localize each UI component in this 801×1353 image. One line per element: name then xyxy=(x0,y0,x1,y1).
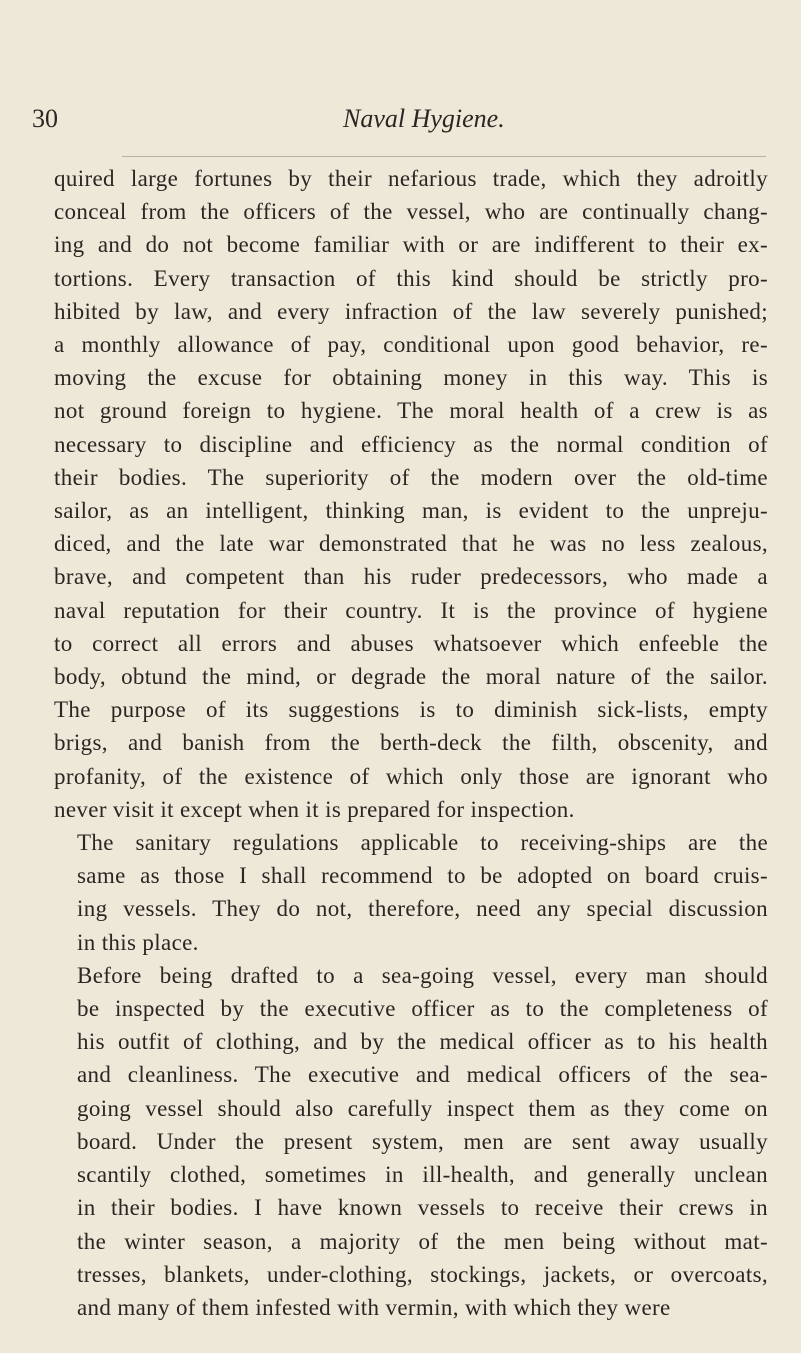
text-line: hibited by law, and every infraction of the law severely punished; xyxy=(54,298,768,324)
text-line: going vessel should also carefully inspect them as they come on xyxy=(77,1095,768,1121)
text-line: his outfit of clothing, and by the medical officer as to his health xyxy=(77,1029,768,1055)
header-rule xyxy=(122,156,766,157)
paragraph xyxy=(54,162,768,826)
text-line: the winter season, a majority of the men being without mat- xyxy=(77,1228,768,1254)
text-line: naval reputation for their country. It is the province of hygiene xyxy=(54,597,768,623)
text-line: same as those I shall recommend to be adopted on board cruis- xyxy=(77,863,768,889)
text-line: diced, and the late war demonstrated that he was no less zealous, xyxy=(54,531,768,557)
text-line: brigs, and banish from the berth-deck the filth, obscenity, and xyxy=(54,730,768,756)
text-line: Before being drafted to a sea-going vessel, every man should xyxy=(77,962,768,988)
text-line: their bodies. The superiority of the modern over the old-time xyxy=(54,464,768,490)
text-line: ing and do not become familiar with or are indifferent to their ex- xyxy=(54,232,768,258)
text-line: tresses, blankets, under-clothing, stockings, jackets, or overcoats, xyxy=(77,1261,768,1287)
text-line: scantily clothed, sometimes in ill-health, and generally unclean xyxy=(77,1162,768,1188)
text-line: ing vessels. They do not, therefore, need any special discussion xyxy=(77,896,768,922)
text-line: quired large fortunes by their nefarious trade, which they adroitly xyxy=(54,166,768,191)
text-line: board. Under the present system, men are sent away usually xyxy=(77,1128,768,1154)
text-line: in their bodies. I have known vessels to receive their crews in xyxy=(77,1195,768,1221)
paragraph xyxy=(54,826,768,959)
text-line: The purpose of its suggestions is to diminish sick-lists, empty xyxy=(54,697,768,723)
text-line: a monthly allowance of pay, conditional upon good behavior, re- xyxy=(54,332,768,358)
text-line: be inspected by the executive officer as to the completeness of xyxy=(77,996,768,1022)
text-line: in this place. xyxy=(77,929,199,955)
text-line: and many of them infested with vermin, with which they were xyxy=(77,1294,671,1320)
text-line: and cleanliness. The executive and medical officers of the sea- xyxy=(77,1062,768,1088)
text-line: The sanitary regulations applicable to receiving-ships are the xyxy=(77,830,768,856)
text-line: moving the excuse for obtaining money in this way. This is xyxy=(54,365,768,391)
running-head xyxy=(32,103,772,135)
text-line: conceal from the officers of the vessel, who are continually chang- xyxy=(54,199,768,225)
text-line: body, obtund the mind, or degrade the moral nature of the sailor. xyxy=(54,664,768,690)
page-number: 30 xyxy=(32,104,58,133)
body-text xyxy=(54,162,768,1324)
text-line: necessary to discipline and efficiency as the normal condition of xyxy=(54,431,768,457)
text-line: sailor, as an intelligent, thinking man, is evident to the unpreju- xyxy=(54,498,768,524)
text-line: never visit it except when it is prepared for inspection. xyxy=(54,796,575,822)
running-title: Naval Hygiene. xyxy=(343,104,505,133)
text-line: brave, and competent than his ruder predecessors, who made a xyxy=(54,564,768,590)
text-line: tortions. Every transaction of this kind should be strictly pro- xyxy=(54,265,768,291)
text-line: not ground foreign to hygiene. The moral health of a crew is as xyxy=(54,398,768,424)
text-line: to correct all errors and abuses whatsoever which enfeeble the xyxy=(54,630,768,656)
text-line: profanity, of the existence of which only those are ignorant who xyxy=(54,763,768,789)
paragraph xyxy=(54,959,768,1324)
